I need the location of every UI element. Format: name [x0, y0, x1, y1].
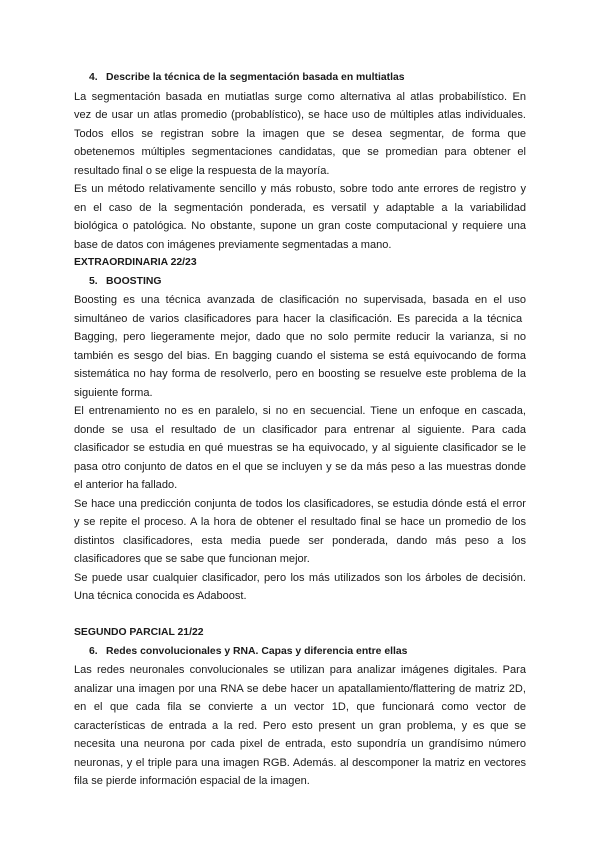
text-line-content: Es un método relativamente sencillo y más robusto, sobre todo ante errores de registro y [74, 183, 526, 195]
text-line-content: necesita una neurona por cada pixel de entrada, esto supondría un grandísimo número [74, 738, 526, 750]
text-line-content: obetenemos múltiples segmentaciones candidatas, que se promedian para obtener el [74, 146, 526, 158]
text-line [74, 88, 526, 107]
question-6-heading [74, 643, 526, 662]
q5-paragraph-3 [74, 495, 526, 569]
q5-paragraph-1 [74, 291, 526, 402]
text-line-content: analizar una imagen por una RNA se debe hacer un apatallamiento/flattering de matriz 2D, [74, 682, 526, 695]
text-line [74, 143, 526, 162]
text-line [74, 236, 526, 255]
text-line [74, 291, 526, 310]
text-line-content: donde se usa el resultado de un clasificador para entrenar al siguiente. Para cada [74, 423, 526, 436]
question-6-title: Redes convolucionales y RNA. Capas y diferencia entre ellas [106, 645, 408, 657]
q4-paragraph-2 [74, 180, 526, 254]
text-line [74, 735, 526, 754]
text-line [74, 328, 526, 347]
text-line [74, 698, 526, 717]
text-line [74, 772, 526, 791]
text-line [74, 587, 526, 606]
text-line [74, 569, 526, 588]
text-line-content: fila se pierde información espacial de la imagen. [74, 775, 310, 787]
question-4-number: 4. [89, 72, 98, 83]
q6-paragraph-1 [74, 661, 526, 791]
text-line [74, 754, 526, 773]
question-5-number: 5. [89, 275, 98, 287]
text-line-content: biológica o patológica. No obstante, supone un gran coste computacional y requiere una [74, 220, 526, 232]
text-line [74, 217, 526, 236]
spacer [74, 606, 526, 625]
text-line [74, 661, 526, 680]
document-page [74, 69, 526, 791]
text-line [74, 476, 526, 495]
text-line-content: Bagging, pero liegeramente mejor, dado que no solo permite reducir la varianza, si no [74, 331, 526, 343]
text-line-content: siguiente forma. [74, 386, 153, 399]
text-line-content: en el que cada fila se convierte a un vector 1D, que funcionará como vector de [74, 701, 526, 713]
text-line-content: características de entrada a la red. Pero esto present un gran problema, y es que se [74, 719, 526, 732]
text-line [74, 532, 526, 551]
text-line-content: La segmentación basada en mutiatlas surge como alternativa al atlas probabilístico. En [74, 90, 526, 103]
text-line [74, 550, 526, 569]
question-6-number: 6. [89, 645, 98, 657]
text-line-content: y se repite el proceso. A la hora de obtener el resultado final se hace un promedio de los [74, 516, 526, 528]
text-line-content: distintos clasificadores, esta media puede ser ponderada, dando más peso a los [74, 534, 526, 547]
text-line [74, 439, 526, 458]
text-line-content: neuronas, y el triple para una imagen RGB. Además. al descomponer la matriz en vectores [74, 756, 526, 769]
text-line-content: resultado final o se elige la respuesta de la mayoría. [74, 164, 330, 177]
text-line [74, 402, 526, 421]
text-line [74, 162, 526, 181]
text-line-content: en el caso de la segmentación ponderada, es versatil y adaptable a la variabilidad [74, 201, 526, 214]
text-line [74, 347, 526, 366]
text-line-content: base de datos con imágenes previamente segmentadas a mano. [74, 238, 392, 251]
question-4-heading [74, 69, 526, 88]
section-heading-segundo-parcial: SEGUNDO PARCIAL 21/22 [74, 627, 204, 638]
text-line [74, 310, 526, 329]
question-4-title: Describe la técnica de la segmentación basada en multiatlas [106, 72, 405, 83]
section-heading-extraordinaria: EXTRAORDINARIA 22/23 [74, 257, 197, 268]
text-line [74, 365, 526, 384]
text-line [74, 180, 526, 199]
text-line [74, 384, 526, 403]
text-line-content: Boosting es una técnica avanzada de clasificación no supervisada, basada en el uso [74, 294, 526, 306]
text-line-content: el anterior ha fallado. [74, 479, 178, 491]
text-line-content: Una técnica conocida es Adaboost. [74, 590, 247, 602]
q4-paragraph-1 [74, 88, 526, 181]
text-line-content: sistemática no hay forma de resolverlo, pero en boosting se resuelve este problema de la [74, 368, 526, 380]
question-5-title: BOOSTING [106, 275, 162, 287]
text-line [74, 680, 526, 699]
text-line [74, 199, 526, 218]
text-line-content: clasificador se estudia en qué muestras se ha equivocado, y al siguiente clasificador se le [74, 442, 526, 454]
text-line [74, 717, 526, 736]
text-line-content: El entrenamiento no es en paralelo, si no en secuencial. Tiene un enfoque en cascada, [74, 405, 526, 417]
text-line [74, 125, 526, 144]
text-line-content: Todos ellos se registran sobre la imagen que se desea segmentar, de forma que [74, 127, 526, 140]
text-line-content: Se hace una predicción conjunta de todos los clasificadores, se estudia dónde está el error [74, 497, 526, 510]
text-line-content: pasa otro conjunto de datos en el que se incluyen y se da más peso a las muestras donde [74, 460, 526, 473]
text-line-content: vez de usar un atlas promedio (probablístico), se hace uso de múltiples atlas individuales. [74, 109, 526, 121]
text-line-content: Las redes neuronales convolucionales se utilizan para analizar imágenes digitales. Para [74, 664, 526, 676]
question-5-heading [74, 273, 526, 292]
text-line-content: también es sesgo del bias. En bagging cuando el sistema se está equivocando de forma [74, 349, 526, 362]
text-line-content: Se puede usar cualquier clasificador, pero los más utilizados son los árboles de decisión. [74, 571, 526, 584]
text-line [74, 421, 526, 440]
text-line [74, 495, 526, 514]
text-line-content: simultáneo de varios clasificadores para hacer la clasificación. Es parecida a la técnica [74, 312, 523, 325]
text-line-content: clasificadores que se sabe que funcionan mejor. [74, 553, 310, 565]
text-line [74, 513, 526, 532]
text-line [74, 458, 526, 477]
q5-paragraph-4 [74, 569, 526, 606]
text-line [74, 106, 526, 125]
q5-paragraph-2 [74, 402, 526, 495]
